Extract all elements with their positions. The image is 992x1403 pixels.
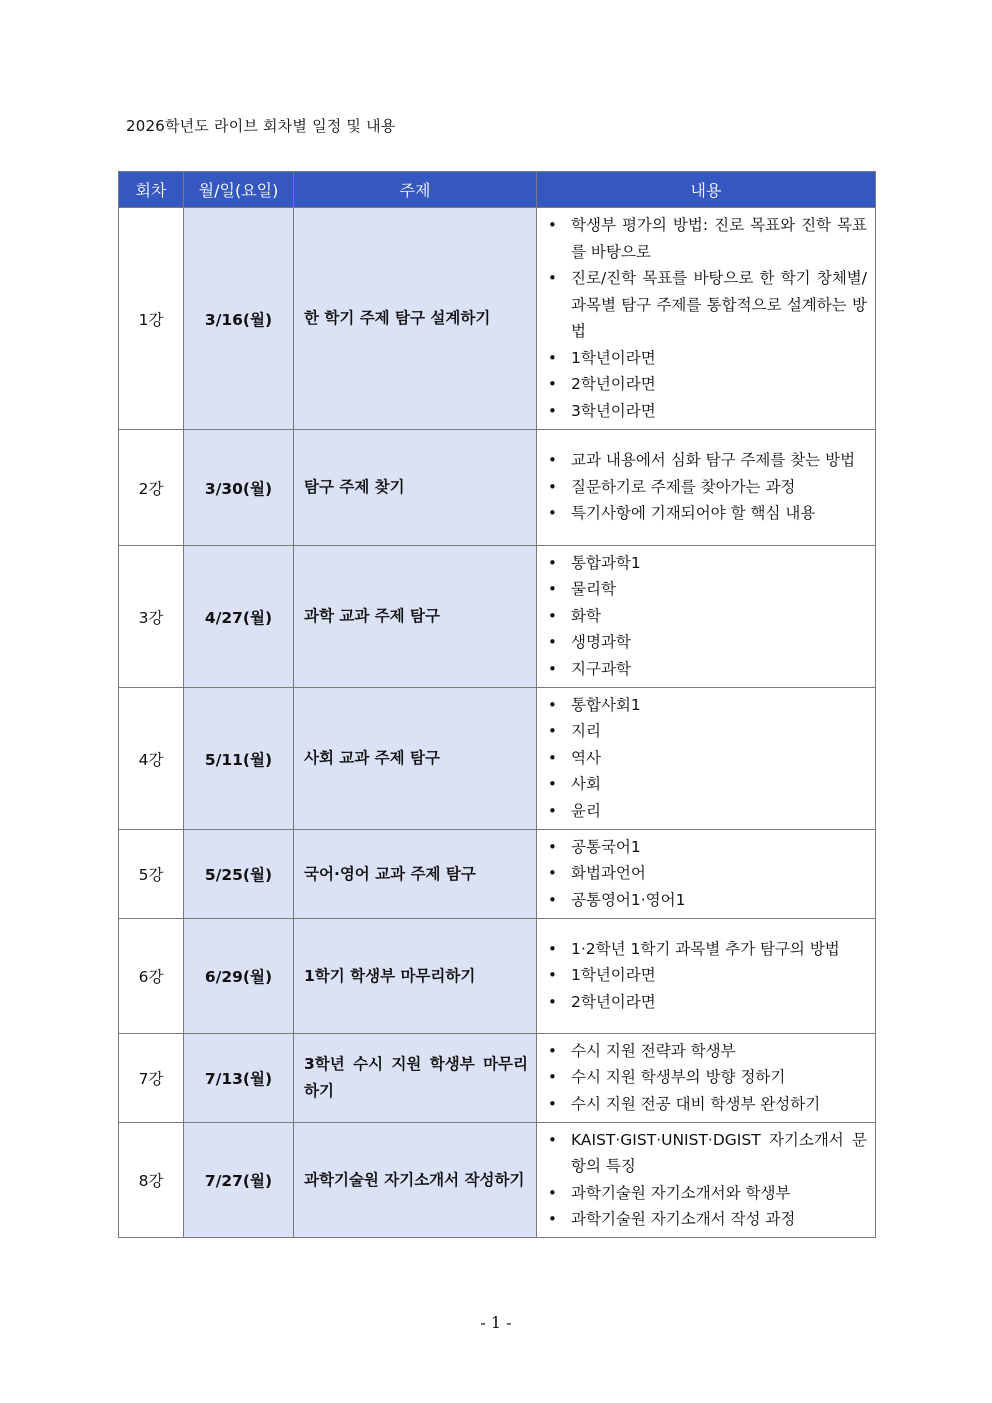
header-content: 내용 bbox=[537, 172, 876, 208]
content-item: • 3학년이라면 bbox=[543, 398, 867, 425]
content-item: • 공통영어1·영어1 bbox=[543, 887, 867, 914]
round-cell: 5강 bbox=[119, 830, 184, 919]
round-cell: 2강 bbox=[119, 430, 184, 546]
page-number: - 1 - bbox=[480, 1313, 512, 1332]
content-item: • 1학년이라면 bbox=[543, 962, 867, 989]
table-header-row bbox=[119, 172, 876, 208]
topic-cell: 과학 교과 주제 탐구 bbox=[294, 546, 537, 688]
content-item: • 2학년이라면 bbox=[543, 371, 867, 398]
table-row bbox=[119, 1123, 876, 1238]
content-item: • 역사 bbox=[543, 745, 867, 772]
content-item: • 질문하기로 주제를 찾아가는 과정 bbox=[543, 474, 867, 501]
schedule-table bbox=[118, 171, 876, 1238]
round-cell: 7강 bbox=[119, 1034, 184, 1123]
content-cell bbox=[537, 688, 876, 830]
date-cell: 3/16(월) bbox=[184, 208, 294, 430]
date-cell: 4/27(월) bbox=[184, 546, 294, 688]
date-cell: 6/29(월) bbox=[184, 919, 294, 1034]
content-cell bbox=[537, 919, 876, 1034]
content-item: • 물리학 bbox=[543, 576, 867, 603]
header-date: 월/일(요일) bbox=[184, 172, 294, 208]
content-item: • 1·2학년 1학기 과목별 추가 탐구의 방법 bbox=[543, 936, 867, 963]
content-item: • 1학년이라면 bbox=[543, 345, 867, 372]
document-title: 2026학년도 라이브 회차별 일정 및 내용 bbox=[126, 117, 396, 135]
topic-cell: 사회 교과 주제 탐구 bbox=[294, 688, 537, 830]
content-item: • 과학기술원 자기소개서와 학생부 bbox=[543, 1180, 867, 1207]
round-cell: 3강 bbox=[119, 546, 184, 688]
topic-cell: 국어·영어 교과 주제 탐구 bbox=[294, 830, 537, 919]
table-row bbox=[119, 919, 876, 1034]
header-topic: 주제 bbox=[294, 172, 537, 208]
table-row bbox=[119, 430, 876, 546]
header-round: 회차 bbox=[119, 172, 184, 208]
content-item: • 특기사항에 기재되어야 할 핵심 내용 bbox=[543, 500, 867, 527]
table-row bbox=[119, 830, 876, 919]
content-item: • 과학기술원 자기소개서 작성 과정 bbox=[543, 1206, 867, 1233]
date-cell: 7/13(월) bbox=[184, 1034, 294, 1123]
content-item: • 수시 지원 전공 대비 학생부 완성하기 bbox=[543, 1091, 867, 1118]
topic-cell: 한 학기 주제 탐구 설계하기 bbox=[294, 208, 537, 430]
content-item: • 수시 지원 학생부의 방향 정하기 bbox=[543, 1064, 867, 1091]
date-cell: 7/27(월) bbox=[184, 1123, 294, 1238]
content-item: • 지리 bbox=[543, 718, 867, 745]
content-cell bbox=[537, 1123, 876, 1238]
content-item: • KAIST·GIST·UNIST·DGIST 자기소개서 문항의 특징 bbox=[543, 1127, 867, 1180]
content-item: • 공통국어1 bbox=[543, 834, 867, 861]
content-item: • 학생부 평가의 방법: 진로 목표와 진학 목표를 바탕으로 bbox=[543, 212, 867, 265]
table-row bbox=[119, 208, 876, 430]
content-item: • 2학년이라면 bbox=[543, 989, 867, 1016]
round-cell: 4강 bbox=[119, 688, 184, 830]
topic-cell: 3학년 수시 지원 학생부 마무리하기 bbox=[294, 1034, 537, 1123]
table-row bbox=[119, 546, 876, 688]
content-item: • 화법과언어 bbox=[543, 860, 867, 887]
round-cell: 8강 bbox=[119, 1123, 184, 1238]
content-item: • 교과 내용에서 심화 탐구 주제를 찾는 방법 bbox=[543, 447, 867, 474]
table-row bbox=[119, 1034, 876, 1123]
content-cell bbox=[537, 430, 876, 546]
topic-cell: 과학기술원 자기소개서 작성하기 bbox=[294, 1123, 537, 1238]
round-cell: 6강 bbox=[119, 919, 184, 1034]
date-cell: 5/11(월) bbox=[184, 688, 294, 830]
content-item: • 생명과학 bbox=[543, 629, 867, 656]
content-item: • 윤리 bbox=[543, 798, 867, 825]
content-cell bbox=[537, 830, 876, 919]
content-item: • 진로/진학 목표를 바탕으로 한 학기 창체별/과목별 탐구 주제를 통합적으로 설계하는 방법 bbox=[543, 265, 867, 345]
content-item: • 화학 bbox=[543, 603, 867, 630]
date-cell: 3/30(월) bbox=[184, 430, 294, 546]
content-item: • 통합사회1 bbox=[543, 692, 867, 719]
content-item: • 수시 지원 전략과 학생부 bbox=[543, 1038, 867, 1065]
content-item: • 사회 bbox=[543, 771, 867, 798]
round-cell: 1강 bbox=[119, 208, 184, 430]
content-item: • 지구과학 bbox=[543, 656, 867, 683]
content-cell bbox=[537, 546, 876, 688]
topic-cell: 1학기 학생부 마무리하기 bbox=[294, 919, 537, 1034]
date-cell: 5/25(월) bbox=[184, 830, 294, 919]
content-cell bbox=[537, 1034, 876, 1123]
table-row bbox=[119, 688, 876, 830]
topic-cell: 탐구 주제 찾기 bbox=[294, 430, 537, 546]
content-item: • 통합과학1 bbox=[543, 550, 867, 577]
content-cell bbox=[537, 208, 876, 430]
